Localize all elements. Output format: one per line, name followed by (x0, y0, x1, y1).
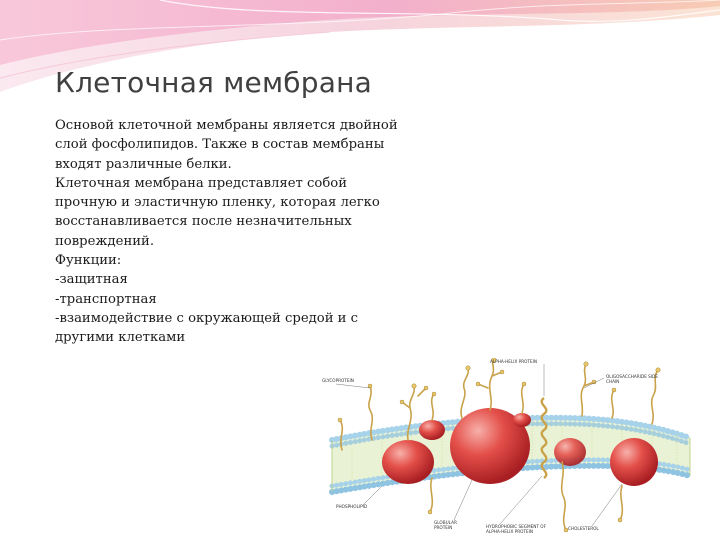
functions-heading: Функции: (55, 253, 122, 269)
membrane-diagram (322, 358, 696, 534)
label-glycoprotein: GLYCOPROTEIN (322, 378, 354, 383)
function-item-interaction: -взаимодействие с окружающей средой и с другими клетками (55, 310, 359, 346)
label-alpha-helix-protein: ALPHA-HELIX PROTEIN (490, 359, 538, 364)
membrane-illustration (322, 358, 696, 534)
paragraph-phospholipid-bilayer: Основой клеточной мембраны является двойной слой фосфолипидов. Также в состав мембраны входят различные белки. (55, 118, 398, 172)
label-phospholipid: PHOSPHOLIPID (336, 504, 368, 509)
label-hydrophobic-segment: HYDROPHOBIC SEGMENT OF ALPHA-HELIX PROTEIN (486, 524, 547, 534)
slide-body (55, 116, 410, 348)
function-item-transport: -транспортная (55, 291, 157, 307)
label-oligosaccharide-side-chain: OLIGOSACCHARIDE SIDE CHAIN (606, 374, 658, 384)
function-item-protective: -защитная (55, 272, 128, 288)
paragraph-elastic-film: Клеточная мембрана представляет собой прочную и эластичную пленку, которая легко восстанавливается после незначительных повреждений. (55, 175, 380, 249)
label-cholesterol: CHOLESTEROL (568, 526, 599, 531)
label-globular-protein: GLOBULAR PROTEIN (434, 520, 457, 530)
slide-title: Клеточная мембрана (55, 66, 372, 99)
